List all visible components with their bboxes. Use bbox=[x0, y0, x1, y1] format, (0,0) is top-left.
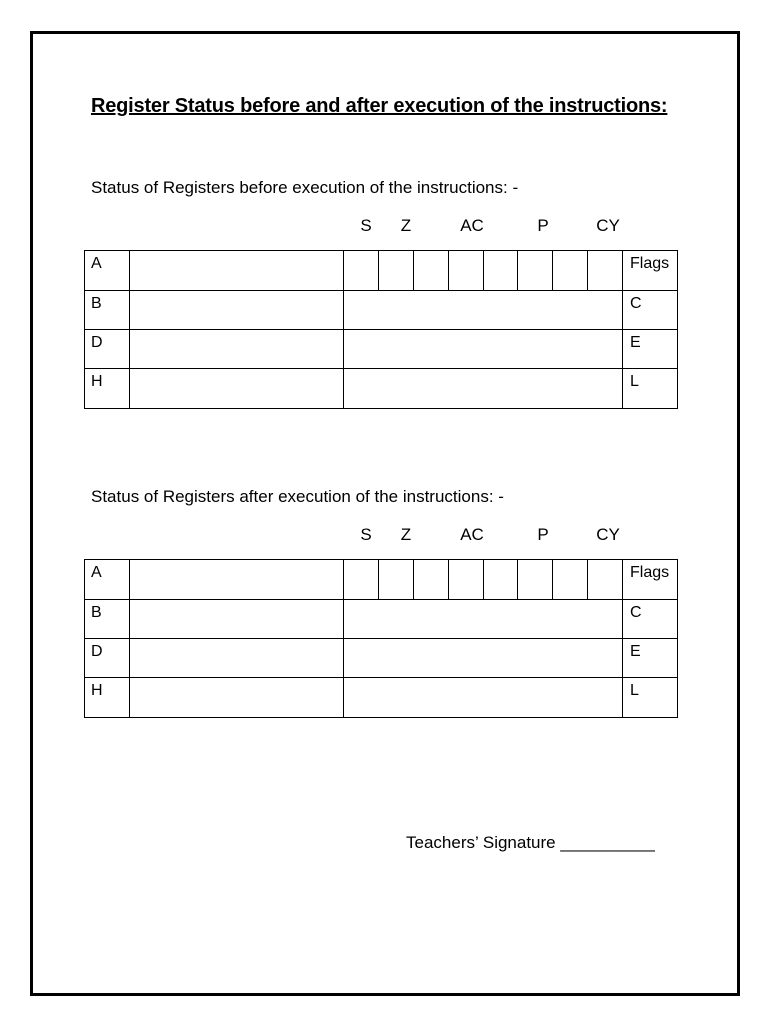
register-value-e[interactable] bbox=[344, 330, 623, 369]
flag-label-s: S bbox=[360, 216, 372, 235]
teacher-signature-line[interactable]: Teachers’ Signature __________ bbox=[406, 833, 655, 852]
side-label-e: E bbox=[623, 639, 678, 678]
register-table-after bbox=[84, 559, 678, 718]
register-value-c[interactable] bbox=[344, 600, 623, 639]
flag-bit-3[interactable] bbox=[484, 251, 519, 290]
register-name-b: B bbox=[85, 600, 130, 639]
register-name-h: H bbox=[85, 369, 130, 409]
flag-label-cy: CY bbox=[596, 525, 620, 544]
flag-label-s: S bbox=[360, 525, 372, 544]
flag-bit-1[interactable] bbox=[553, 560, 588, 599]
side-label-flags: Flags bbox=[623, 251, 678, 291]
register-row-a bbox=[85, 251, 678, 291]
register-value-l[interactable] bbox=[344, 369, 623, 409]
flag-bit-5[interactable] bbox=[414, 251, 449, 290]
flag-bit-7[interactable] bbox=[344, 251, 379, 290]
flag-bits bbox=[344, 251, 623, 291]
register-name-d: D bbox=[85, 330, 130, 369]
flag-bit-4[interactable] bbox=[449, 251, 484, 290]
register-value-d[interactable] bbox=[130, 639, 344, 678]
flag-label-z: Z bbox=[400, 525, 412, 544]
register-value-a[interactable] bbox=[130, 560, 344, 600]
page-title: Register Status before and after execution of the instructions: bbox=[91, 95, 668, 117]
register-value-e[interactable] bbox=[344, 639, 623, 678]
flag-bits bbox=[344, 560, 623, 600]
after-heading: Status of Registers after execution of the instructions: - bbox=[91, 487, 504, 506]
register-value-h[interactable] bbox=[130, 369, 344, 409]
register-value-c[interactable] bbox=[344, 291, 623, 330]
flag-label-ac: AC bbox=[460, 525, 484, 544]
flag-bit-5[interactable] bbox=[414, 560, 449, 599]
flag-bit-0[interactable] bbox=[588, 251, 622, 290]
flag-label-p: P bbox=[537, 525, 549, 544]
flag-label-p: P bbox=[537, 216, 549, 235]
register-name-h: H bbox=[85, 678, 130, 718]
flag-label-z: Z bbox=[400, 216, 412, 235]
register-table-before bbox=[84, 250, 678, 409]
register-value-l[interactable] bbox=[344, 678, 623, 718]
register-row-d bbox=[85, 639, 678, 678]
register-name-a: A bbox=[85, 251, 130, 291]
flag-bit-0[interactable] bbox=[588, 560, 622, 599]
side-label-l: L bbox=[623, 369, 678, 409]
flag-bit-4[interactable] bbox=[449, 560, 484, 599]
side-label-e: E bbox=[623, 330, 678, 369]
side-label-l: L bbox=[623, 678, 678, 718]
register-row-h bbox=[85, 369, 678, 409]
register-row-b bbox=[85, 600, 678, 639]
register-name-d: D bbox=[85, 639, 130, 678]
register-name-a: A bbox=[85, 560, 130, 600]
flag-label-cy: CY bbox=[596, 216, 620, 235]
register-value-h[interactable] bbox=[130, 678, 344, 718]
register-value-b[interactable] bbox=[130, 600, 344, 639]
register-value-d[interactable] bbox=[130, 330, 344, 369]
flag-bit-2[interactable] bbox=[518, 560, 553, 599]
register-row-h bbox=[85, 678, 678, 718]
flag-bit-6[interactable] bbox=[379, 251, 414, 290]
register-value-b[interactable] bbox=[130, 291, 344, 330]
register-row-a bbox=[85, 560, 678, 600]
register-name-b: B bbox=[85, 291, 130, 330]
side-label-flags: Flags bbox=[623, 560, 678, 600]
flag-bit-7[interactable] bbox=[344, 560, 379, 599]
register-row-d bbox=[85, 330, 678, 369]
flag-bit-1[interactable] bbox=[553, 251, 588, 290]
flag-bit-6[interactable] bbox=[379, 560, 414, 599]
register-value-a[interactable] bbox=[130, 251, 344, 291]
before-heading: Status of Registers before execution of the instructions: - bbox=[91, 178, 519, 197]
side-label-c: C bbox=[623, 600, 678, 639]
flag-bit-3[interactable] bbox=[484, 560, 519, 599]
flag-label-ac: AC bbox=[460, 216, 484, 235]
side-label-c: C bbox=[623, 291, 678, 330]
register-row-b bbox=[85, 291, 678, 330]
flag-bit-2[interactable] bbox=[518, 251, 553, 290]
